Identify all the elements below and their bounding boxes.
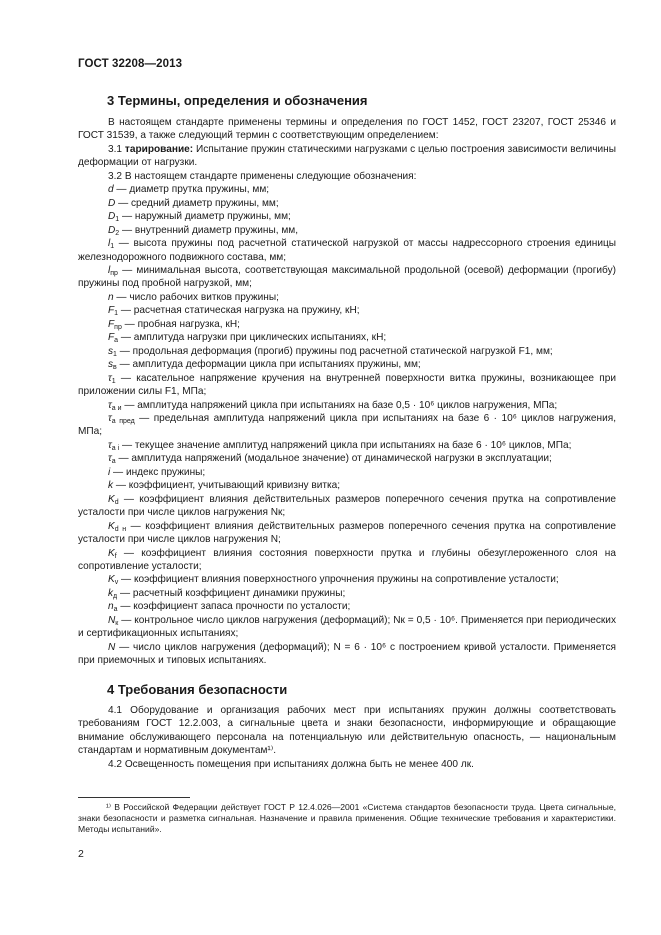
- symbol-letter: l: [108, 264, 111, 276]
- symbol-letter: K: [108, 493, 115, 505]
- symbol-letter: K: [108, 547, 115, 559]
- symbol-subscript: а пред: [111, 417, 135, 425]
- symbol-description: минимальная высота, соответствующая максимальной продольной (осевой) деформации (прогибу) пружины под пробной нагрузкой, мм;: [78, 264, 616, 290]
- symbol-description: индекс пружины;: [125, 466, 206, 478]
- symbol-description: наружный диаметр пружины, мм;: [134, 211, 291, 223]
- symbol-item: d — диаметр прутка пружины, мм;: [108, 184, 270, 196]
- symbol-letter: N: [108, 614, 116, 626]
- symbol-letter: N: [108, 641, 116, 653]
- section-3-title: 3 Термины, определения и обозначения: [107, 93, 368, 108]
- symbol-item: $\tau_{а и}$ — амплитуда напряжений цикла при испытаниях на базе 0,5 · 10⁶ циклов нагружения, МПа;: [108, 399, 558, 412]
- symbol-subscript: v: [114, 579, 119, 587]
- symbol-letter: s: [108, 359, 114, 371]
- symbol-description: амплитуда нагрузки при циклических испытаниях, кН;: [133, 332, 387, 344]
- symbol-description: текущее значение амплитуд напряжений цикла при испытаниях на базе 6 · 10⁶ циклов, МПа;: [134, 439, 572, 451]
- symbol-description: внутренний диаметр пружины, мм,: [134, 224, 299, 236]
- symbol-letter: n: [108, 291, 114, 303]
- symbol-subscript: в: [113, 364, 117, 372]
- symbol-description: амплитуда деформации цикла при испытаниях пружины, мм;: [132, 359, 421, 371]
- symbol-description: высота пружины под расчетной статической нагрузкой от массы надрессорного строения единицы железнодорожного подвижного состава, мм;: [78, 238, 616, 263]
- symbol-letter: D: [108, 211, 116, 223]
- symbol-letter: τ: [108, 372, 112, 384]
- symbol-item: $N_к$ — контрольное число циклов нагружения (деформаций); Nк = 0,5 · 10⁶. Применяется при периодических и сертификационных испытаниях;: [78, 614, 616, 640]
- symbol-letter: D: [108, 197, 116, 209]
- symbol-item: k — коэффициент, учитывающий кривизну витка;: [108, 480, 341, 492]
- term-text: Испытание пружин статическими нагрузками с целью построения зависимости величины деформации от нагрузки.: [78, 143, 617, 169]
- symbol-item: n — число рабочих витков пружины;: [108, 291, 279, 303]
- symbol-item: i — индекс пружины;: [108, 466, 206, 478]
- section-4-body: [78, 704, 616, 771]
- symbol-subscript: пр: [114, 323, 122, 331]
- symbol-description: амплитуда напряжений цикла при испытаниях на базе 0,5 · 10⁶ циклов нагружения, МПа;: [137, 399, 558, 411]
- footnote-text: ¹⁾ В Российской Федерации действует ГОСТ Р 12.4.026—2001 «Система стандартов безопасности труда. Цвета сигнальные, знаки безопасности и разметка сигнальная. Назначение и правила применения. Общие технические требования и характеристики. Методы испытаний».: [78, 802, 616, 834]
- symbol-subscript: а: [114, 337, 119, 345]
- symbol-description: амплитуда напряжений (модальное значение) от динамической нагрузки в эксплуатации;: [131, 453, 552, 465]
- symbol-letter: τ: [108, 412, 112, 424]
- symbol-letter: k: [108, 480, 114, 492]
- symbol-subscript: 1: [115, 216, 120, 224]
- symbol-description: расчетный коэффициент динамики пружины;: [132, 587, 346, 599]
- symbol-subscript: 2: [115, 229, 120, 237]
- symbol-description: предельная амплитуда напряжений цикла при испытаниях на базе 6 · 10⁶ циклов нагружения, МПа;: [78, 412, 616, 438]
- section-4-title: 4 Требования безопасности: [107, 682, 288, 697]
- symbol-item: $k_д$ — расчетный коэффициент динамики пружины;: [108, 587, 346, 600]
- symbol-subscript: 1: [111, 377, 116, 385]
- symbol-letter: s: [108, 345, 114, 357]
- symbol-description: расчетная статическая нагрузка на пружину, кН;: [133, 305, 360, 317]
- symbol-description: средний диаметр пружины, мм;: [131, 197, 279, 209]
- symbol-description: число циклов нагружения (деформаций); N = 6 · 10⁶ с построением кривой усталости. Применяется при приемочных и типовых испытаниях.: [78, 641, 616, 667]
- term-name: тарирование:: [124, 143, 194, 155]
- symbol-subscript: к: [115, 619, 119, 627]
- symbol-letter: F: [108, 332, 115, 344]
- symbol-item: $D_2$ — внутренний диаметр пружины, мм,: [108, 224, 299, 237]
- symbol-subscript: f: [114, 552, 117, 560]
- symbols-intro: 3.2 В настоящем стандарте применены следующие обозначения:: [108, 170, 417, 182]
- symbol-subscript: d н: [114, 525, 127, 533]
- symbol-description: коэффициент влияния состояния поверхности прутка и глубины обезуглероженного слоя на сопротивление усталости;: [78, 547, 616, 572]
- symbol-description: коэффициент влияния поверхностного упрочнения пружины на сопротивление усталости;: [133, 574, 559, 586]
- symbol-subscript: а и: [111, 404, 122, 412]
- symbol-letter: τ: [108, 399, 112, 411]
- symbol-item: N — число циклов нагружения (деформаций); N = 6 · 10⁶ с построением кривой усталости. Применяется при приемочных и типовых испытаниях.: [78, 641, 616, 667]
- symbol-description: диаметр прутка пружины, мм;: [129, 184, 270, 196]
- symbol-item: $l_{пр}$ — минимальная высота, соответствующая максимальной продольной (осевой) деформации (прогибу) пружины под пробной нагрузкой, мм;: [78, 264, 616, 290]
- symbol-description: контрольное число циклов нагружения (деформаций); Nк = 0,5 · 10⁶. Применяется при периодических и сертификационных испытаниях;: [78, 614, 616, 640]
- symbol-subscript: а i: [111, 444, 120, 452]
- symbol-letter: l: [108, 238, 111, 250]
- symbol-item: $K_v$ — коэффициент влияния поверхностного упрочнения пружины на сопротивление усталости;: [108, 574, 559, 587]
- term-number: 3.1: [108, 143, 123, 155]
- symbol-subscript: пр: [110, 269, 118, 277]
- symbol-item: $\tau_а$ — амплитуда напряжений (модальное значение) от динамической нагрузки в эксплуатации;: [108, 453, 552, 466]
- symbol-item: $n_а$ — коэффициент запаса прочности по усталости;: [108, 601, 351, 614]
- footnote-divider: [78, 797, 190, 798]
- symbol-subscript: 1: [113, 350, 117, 358]
- symbol-letter: i: [108, 466, 111, 478]
- symbol-item: $s_в$ — амплитуда деформации цикла при испытаниях пружины, мм;: [108, 359, 421, 372]
- symbol-description: число рабочих витков пружины;: [129, 291, 279, 303]
- term-definition: [78, 143, 616, 170]
- symbol-description: касательное напряжение кручения на внутренней поверхности витка пружины, возникающее при приложении силы F1, МПа;: [78, 372, 616, 398]
- symbol-subscript: а: [111, 458, 116, 466]
- symbol-description: коэффициент, учитывающий кривизну витка;: [128, 480, 341, 492]
- symbol-item: $l_1$ — высота пружины под расчетной статической нагрузкой от массы надрессорного строения единицы железнодорожного подвижного состава, мм;: [78, 238, 616, 263]
- symbol-letter: k: [108, 587, 114, 599]
- symbol-description: пробная нагрузка, кН;: [137, 318, 240, 330]
- symbol-description: коэффициент запаса прочности по усталости;: [133, 601, 351, 613]
- symbol-letter: τ: [108, 439, 112, 451]
- symbol-item: $\tau_1$ — касательное напряжение кручения на внутренней поверхности витка пружины, возникающее при приложении силы F1, МПа;: [78, 372, 616, 398]
- symbol-letter: F: [108, 318, 115, 330]
- symbol-item: $F_1$ — расчетная статическая нагрузка на пружину, кН;: [108, 305, 360, 318]
- symbol-letter: K: [108, 574, 115, 586]
- symbol-item: $\tau_{а пред}$ — предельная амплитуда напряжений цикла при испытаниях на базе 6 · 10⁶ циклов нагружения, МПа;: [78, 412, 616, 438]
- section-4-paragraph-2: 4.2 Освещенность помещения при испытаниях должна быть не менее 400 лк.: [108, 758, 474, 770]
- symbol-letter: D: [108, 224, 116, 236]
- page-number: 2: [78, 848, 84, 860]
- section-4-paragraph-1: 4.1 Оборудование и организация рабочих мест при испытаниях пружин должны соответствовать требованиям ГОСТ 12.2.003, а сигнальные цвета и знаки безопасности, информирующие и обращающие внимание обслуживающего персонала на потенциальную или действительную опасность, — национальным стандартам и нормативным документам¹⁾.: [78, 705, 616, 757]
- symbol-description: коэффициент влияния действительных размеров поперечного сечения прутка на сопротивление усталости при числе циклов нагружения Nк;: [78, 493, 617, 519]
- symbol-subscript: д: [113, 592, 118, 600]
- symbol-letter: K: [108, 520, 115, 532]
- symbol-letter: n: [108, 601, 114, 613]
- section-3-body: [78, 116, 616, 668]
- symbol-letter: F: [108, 305, 115, 317]
- symbol-subscript: 1: [110, 243, 115, 251]
- symbol-letter: d: [108, 184, 114, 196]
- symbol-item: $F_а$ — амплитуда нагрузки при циклических испытаниях, кН;: [108, 332, 387, 345]
- symbol-subscript: d: [114, 498, 119, 506]
- symbol-item: $s_1$ — продольная деформация (прогиб) пружины под расчетной статической нагрузкой F1, мм;: [108, 345, 553, 358]
- symbol-item: $F_{пр}$ — пробная нагрузка, кН;: [108, 318, 240, 331]
- symbol-subscript: 1: [114, 310, 119, 318]
- symbol-item: $\tau_{а i}$ — текущее значение амплитуд напряжений цикла при испытаниях на базе 6 · 10⁶ циклов, МПа;: [108, 439, 572, 452]
- symbol-description: коэффициент влияния действительных размеров поперечного сечения прутка на сопротивление усталости при числе циклов нагружения N;: [78, 520, 616, 546]
- symbol-subscript: а: [113, 606, 118, 614]
- symbol-letter: τ: [108, 453, 112, 465]
- symbol-item: $K_{d н}$ — коэффициент влияния действительных размеров поперечного сечения прутка на сопротивление усталости при числе циклов нагружения N;: [78, 520, 616, 546]
- symbol-description: продольная деформация (прогиб) пружины под расчетной статической нагрузкой F1, мм;: [132, 345, 553, 357]
- symbols-list: [78, 183, 616, 667]
- section-3-intro: В настоящем стандарте применены термины и определения по ГОСТ 1452, ГОСТ 23207, ГОСТ 25346 и ГОСТ 31539, а также следующий термин с соответствующим определением:: [78, 117, 616, 142]
- symbol-item: $D_1$ — наружный диаметр пружины, мм;: [108, 211, 291, 224]
- document-header: ГОСТ 32208—2013: [78, 58, 183, 70]
- symbol-item: $K_f$ — коэффициент влияния состояния поверхности прутка и глубины обезуглероженного слоя на сопротивление усталости;: [78, 547, 616, 572]
- symbol-item: D — средний диаметр пружины, мм;: [108, 197, 279, 209]
- footnote: [78, 802, 616, 835]
- symbol-item: $K_d$ — коэффициент влияния действительных размеров поперечного сечения прутка на сопротивление усталости при числе циклов нагружения Nк;: [78, 493, 617, 519]
